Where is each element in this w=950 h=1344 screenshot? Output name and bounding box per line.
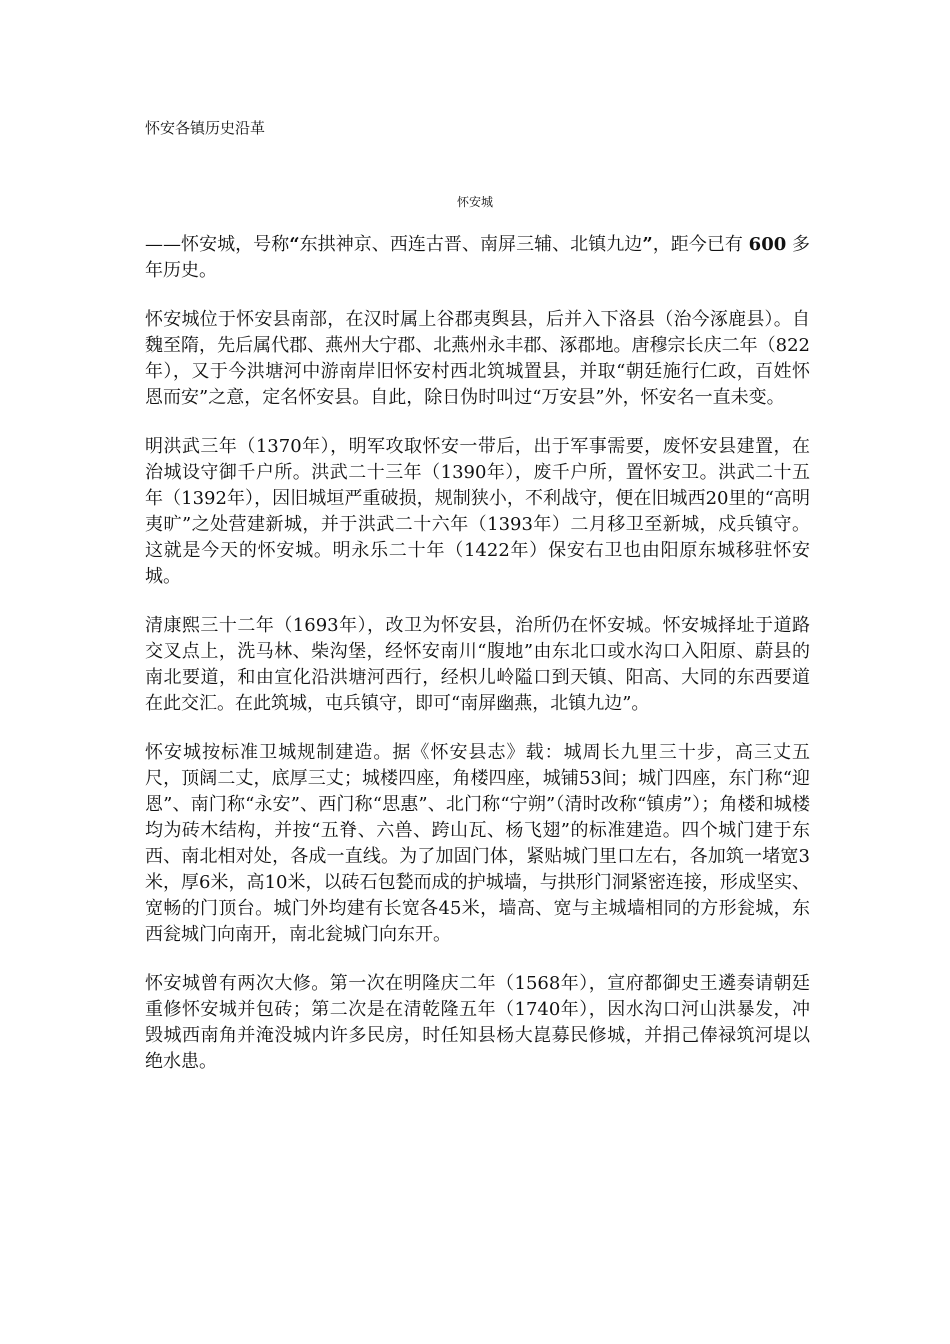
document-title: 怀安各镇历史沿革	[145, 119, 266, 137]
paragraph-city-construction: 怀安城按标准卫城规制建造。据《怀安县志》载：城周长九里三十步，高三丈五尺，顶阔二丈，底厚三丈；城楼四座，角楼四座，城铺53间；城门四座，东门称“迎恩”、南门称“永安”、西门称“思惠”、北门称“宁朔”（清时改称“镇虏”）；角楼和城楼均为砖木结构，并按“五脊、六兽、跨山瓦、杨飞翅”的标准建造。四个城门建于东西、南北相对处，各成一直线。为了加固门体，紧贴城门里口左右，各加筑一堵宽3米，厚6米，高10米，以砖石包甃而成的护城墙，与拱形门洞紧密连接，形成坚实、宽畅的门顶台。城门外均建有长宽各45米，墙高、宽与主城墙相同的方形瓮城，东西瓮城门向南开，南北瓮城门向东开。	[145, 742, 810, 945]
paragraph-qing-dynasty: 清康熙三十二年（1693年），改卫为怀安县，治所仍在怀安城。怀安城择址于道路交叉点上，洗马林、柴沟堡，经怀安南川“腹地”由东北口或水沟口入阳原、蔚县的南北要道，和由宣化沿洪塘河西行，经枳儿岭隘口到天镇、阳高、大同的东西要道在此交汇。在此筑城，屯兵镇守，即可“南屏幽燕，北镇九边”。	[145, 615, 810, 714]
section-title: 怀安城	[456, 195, 493, 209]
intro-middle: ，距今已有	[652, 234, 743, 255]
document-body	[145, 232, 810, 1098]
intro-suffix: 多年历史。	[145, 234, 811, 281]
intro-prefix: ——怀安城，号称	[145, 234, 290, 255]
paragraph-ming-dynasty: 明洪武三年（1370年），明军攻取怀安一带后，出于军事需要，废怀安县建置，在治城设守御千户所。洪武二十三年（1390年），废千户所，置怀安卫。洪武二十五年（1392年），因旧城垣严重破损，规制狭小，不利战守，便在旧城西20里的“高明夷旷”之处营建新城，并于洪武二十六年（1393年）二月移卫至新城，戍兵镇守。这就是今天的怀安城。明永乐二十年（1422年）保安右卫也由阳原东城移驻怀安城。	[145, 436, 810, 587]
intro-quote-close: ”	[642, 234, 653, 255]
intro-paragraph	[145, 232, 810, 284]
intro-quote-open: “	[289, 234, 300, 255]
paragraph-repairs: 怀安城曾有两次大修。第一次在明隆庆二年（1568年），宣府都御史王遴奏请朝廷重修怀安城并包砖；第二次是在清乾隆五年（1740年），因水沟口河山洪暴发，冲毁城西南角并淹没城内许多民房，时任知县杨大崑募民修城，并捐己俸禄筑河堤以绝水患。	[145, 973, 810, 1072]
paragraph-history-origin: 怀安城位于怀安县南部，在汉时属上谷郡夷舆县，后并入下洛县（治今涿鹿县）。自魏至隋，先后属代郡、燕州大宁郡、北燕州永丰郡、涿郡地。唐穆宗长庆二年（822年），又于今洪塘河中游南岸旧怀安村西北筑城置县，并取“朝廷施行仁政，百姓怀恩而安”之意，定名怀安县。自此，除日伪时叫过“万安县”外，怀安名一直未变。	[145, 309, 810, 408]
intro-slogan: 东拱神京、西连古晋、南屏三辅、北镇九边	[299, 234, 643, 255]
intro-years: 600	[748, 234, 787, 255]
